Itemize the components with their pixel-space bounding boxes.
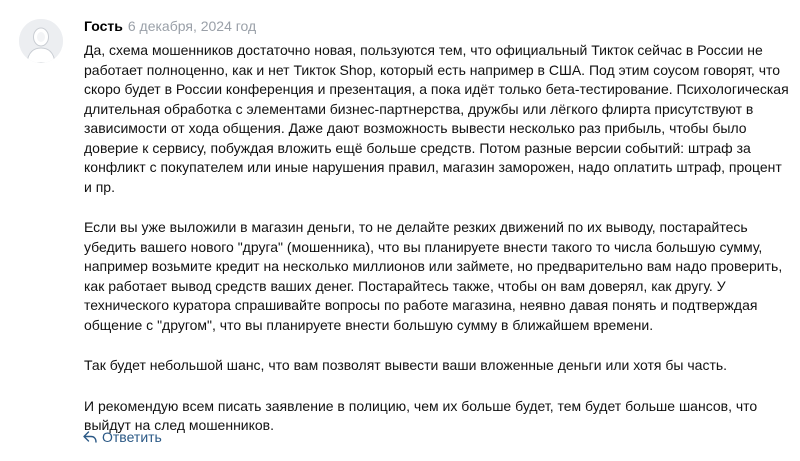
- comment-paragraph: Да, схема мошенников достаточно новая, пользуются тем, что официальный Тикток сейчас в России не работает полноценно, как и нет Тикток Shop, который есть например в США. Под этим соусом говорят, что скоро будет в России конференция и презентация, а пока идёт только бета-тестирование. Психологическая длительная обработка с элементами бизнес-партнерства, дружбы или лёгкого флирта присутствуют в зависимости от хода общения. Даже дают возможность вывести несколько раз прибыль, чтобы было доверие к сервису, побуждая вложить ещё больше средств. Потом разные версии событий: штраф за конфликт с покупателем или иные нарушения правил, магазин заморожен, надо оплатить штраф, процент и пр.: [84, 42, 789, 195]
- comment-body: [84, 41, 789, 436]
- user-avatar-icon: [19, 19, 63, 63]
- comment-paragraph: Так будет небольшой шанс, что вам позволят вывести ваши вложенные деньги или хотя бы часть.: [84, 357, 728, 373]
- reply-arrow-icon: [82, 429, 98, 445]
- comment-paragraph: Если вы уже выложили в магазин деньги, то не делайте резких движений по их выводу, постарайтесь убедить вашего нового "друга" (мошенника), что вы планируете внести такого то числа большую сумму, например возьмите кредит на несколько миллионов или займете, но предварительно вам надо проверить, как работает вывод средств ваших денег. Постарайтесь также, чтобы он вам доверял, как другу. У технического куратора спрашивайте вопросы по работе магазина, неявно давая понять и подтверждая общение с "другом", что вы планируете внести большую сумму в ближайшем времени.: [84, 219, 783, 333]
- avatar[interactable]: [19, 19, 63, 63]
- comment-author[interactable]: Гость: [84, 18, 123, 34]
- comment-date: 6 декабря, 2024 год: [127, 18, 257, 34]
- reply-button[interactable]: [82, 427, 162, 447]
- comment-header: [84, 16, 256, 36]
- comment-paragraph: И рекомендую всем писать заявление в полицию, чем их больше будет, тем будет больше шансов, что выйдут на след мошенников.: [84, 397, 758, 433]
- reply-label[interactable]: Ответить: [102, 429, 162, 445]
